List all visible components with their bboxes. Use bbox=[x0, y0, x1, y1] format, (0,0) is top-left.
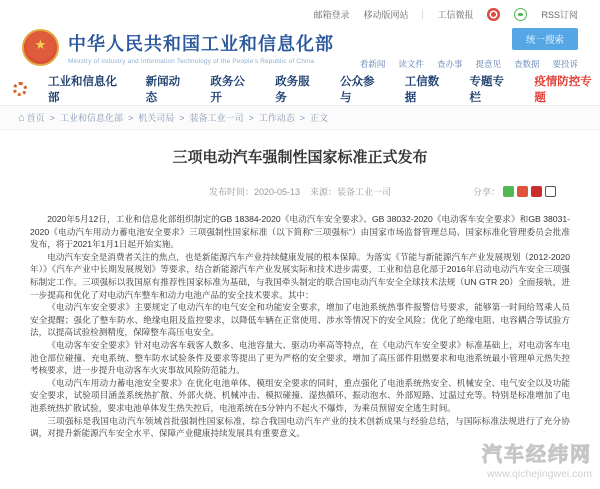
breadcrumb-item-work-updates[interactable]: 工作动态 bbox=[258, 113, 295, 123]
share-wechat-icon[interactable] bbox=[503, 186, 514, 197]
quick-link-data[interactable]: 查数据 bbox=[513, 59, 540, 69]
site-title: 中华人民共和国工业和信息化部 bbox=[68, 33, 334, 54]
miit-gear-icon bbox=[13, 82, 27, 96]
paragraph: 《电动汽车用动力蓄电池安全要求》在优化电池单体、模组安全要求的同时，重点强化了电池系统热安全、机械安全、电气安全以及功能安全要求，试验项目涵盖系统热扩散、外部火烧、机械冲击、模拟碰撞、湿热循环、振动泡水、外部短路、过温过充等。特别是标准增加了电池系统热扩散试验，要求电池单体发生热失控后，电池系统在5分钟内不起火不爆炸，为乘员预留安全逃生时间。 bbox=[30, 377, 570, 413]
breadcrumb-separator: > bbox=[49, 112, 55, 123]
national-emblem-icon bbox=[22, 29, 59, 66]
breadcrumb-item-current: 正文 bbox=[310, 113, 329, 123]
quick-link-documents[interactable]: 读文件 bbox=[398, 59, 424, 69]
divider bbox=[422, 9, 423, 19]
quick-link-complaint[interactable]: 要投诉 bbox=[552, 59, 578, 69]
nav-item-gov-services[interactable]: 政务服务 bbox=[275, 75, 310, 104]
site-subtitle-en: Ministry of Industry and Information Technology of the People's Republic of China bbox=[68, 57, 315, 65]
breadcrumb-separator: > bbox=[127, 112, 134, 123]
share-label: 分享： bbox=[472, 187, 500, 197]
watermark bbox=[482, 438, 592, 480]
share-print-icon[interactable] bbox=[545, 186, 556, 197]
mail-login-link[interactable]: 邮箱登录 bbox=[313, 9, 350, 20]
breadcrumb-separator: > bbox=[179, 112, 185, 123]
nav-item-data[interactable]: 工信数据 bbox=[404, 75, 440, 104]
share-bar bbox=[473, 185, 556, 198]
weibo-icon[interactable] bbox=[487, 8, 500, 21]
mobile-site-link[interactable]: 移动版网站 bbox=[363, 9, 409, 20]
nav-item-miit[interactable]: 工业和信息化部 bbox=[48, 75, 117, 104]
watermark-site-name: 汽车经纬网 bbox=[482, 444, 592, 466]
breadcrumb-item-equipment-dept[interactable]: 装备工业一司 bbox=[189, 113, 244, 123]
paragraph: 电动汽车安全是消费者关注的焦点，也是新能源汽车产业持续健康发展的根本保障。为落实《节能与新能源汽车产业发展规划（2012-2020年）》《汽车产业中长期发展规划》等要求，结合新能源汽车产业发展实际和技术进步需要，工业和信息化部于2016年启动电动汽车安全三项强标制定工作。三项强标以我国原有推荐性国家标准为基础，与我国牵头制定的联合国电动汽车安全全球技术法规（UN GTR 20）全面接轨，进一步提高和优化了对电动汽车整车和动力电池产品的安全技术要求。其中： bbox=[30, 251, 570, 300]
quick-links bbox=[360, 58, 578, 70]
source-label: 来源： bbox=[310, 187, 338, 197]
article-title: 三项电动汽车强制性国家标准正式发布 bbox=[172, 149, 428, 166]
quick-link-feedback[interactable]: 提意见 bbox=[475, 59, 501, 69]
quick-link-news[interactable]: 看新闻 bbox=[359, 59, 386, 69]
main-nav bbox=[0, 72, 600, 105]
home-icon[interactable]: ⌂ 首页 bbox=[18, 111, 45, 124]
unified-search-button[interactable]: 统一搜索 bbox=[512, 28, 578, 50]
nav-item-epidemic-special[interactable]: 疫情防控专题 bbox=[534, 75, 592, 104]
masthead bbox=[0, 22, 600, 72]
breadcrumb bbox=[0, 105, 600, 130]
article-body bbox=[30, 213, 570, 440]
article-meta bbox=[30, 185, 570, 198]
paragraph: 《电动客车安全要求》针对电动客车载客人数多、电池容量大、驱动功率高等特点，在《电动汽车安全要求》标准基础上，对电动客车电池仓部位碰撞、充电系统、整车防水试验条件及要求等提出了更为严格的安全要求，增加了高压部件阻燃要求和电池系统最小管理单元热失控考核要求，进一步提升电动客车火灾事故风险防范能力。 bbox=[30, 339, 570, 376]
article bbox=[0, 130, 600, 440]
share-weibo-icon[interactable] bbox=[517, 186, 528, 197]
nav-item-news[interactable]: 新闻动态 bbox=[145, 75, 181, 104]
breadcrumb-item-miit[interactable]: 工业和信息化部 bbox=[59, 113, 123, 123]
nav-item-special-columns[interactable]: 专题专栏 bbox=[469, 75, 505, 104]
wechat-icon[interactable] bbox=[514, 8, 527, 21]
breadcrumb-separator: > bbox=[299, 112, 306, 123]
nav-item-public-participation[interactable]: 公众参与 bbox=[339, 75, 375, 104]
paragraph: 2020年5月12日，工业和信息化部组织制定的GB 18384-2020《电动汽车安全要求》、GB 38032-2020《电动客车安全要求》和GB 38031-2020《电动汽车用动力蓄电池安全要求》三项强制性国家标准（以下简称“三项强标”）由国家市场监督管理总局、国家标准化管理委员会批准发布，将于2021年1月1日起开始实施。 bbox=[30, 214, 570, 250]
brand bbox=[22, 22, 334, 72]
share-qq-icon[interactable] bbox=[531, 186, 542, 197]
publish-date: 2020-05-13 bbox=[253, 187, 300, 197]
gongxin-weibo-link[interactable]: 工信微报 bbox=[437, 9, 474, 20]
publish-time-label: 发布时间： bbox=[208, 187, 254, 197]
paragraph: 三项强标是我国电动汽车领域首批强制性国家标准，综合我国电动汽车产业的技术创新成果与经验总结，与国际标准法规进行了充分协调，对提升新能源汽车安全水平、保障产业健康持续发展具有重要意义。 bbox=[30, 415, 570, 439]
rss-link[interactable]: RSS订阅 bbox=[541, 9, 578, 20]
breadcrumb-item-departments[interactable]: 机关司局 bbox=[138, 113, 175, 123]
nav-item-gov-disclosure[interactable]: 政务公开 bbox=[210, 75, 245, 104]
top-utility-bar bbox=[0, 0, 600, 22]
quick-link-services[interactable]: 查办事 bbox=[436, 59, 463, 69]
breadcrumb-separator: > bbox=[248, 112, 254, 123]
paragraph: 《电动汽车安全要求》主要规定了电动汽车的电气安全和功能安全要求，增加了电池系统热事件报警信号要求，能够第一时间给驾乘人员安全提醒；强化了整车防水、绝缘电阻及监控要求，以降低车辆在正常使用、涉水等情况下的安全风险；优化了绝缘电阻、电容耦合等试验方法，以提高试验检测精度，保障整车高压电安全。 bbox=[30, 302, 570, 338]
watermark-url: www.qichejingwei.com bbox=[486, 468, 592, 480]
source-value: 装备工业一司 bbox=[337, 187, 392, 197]
